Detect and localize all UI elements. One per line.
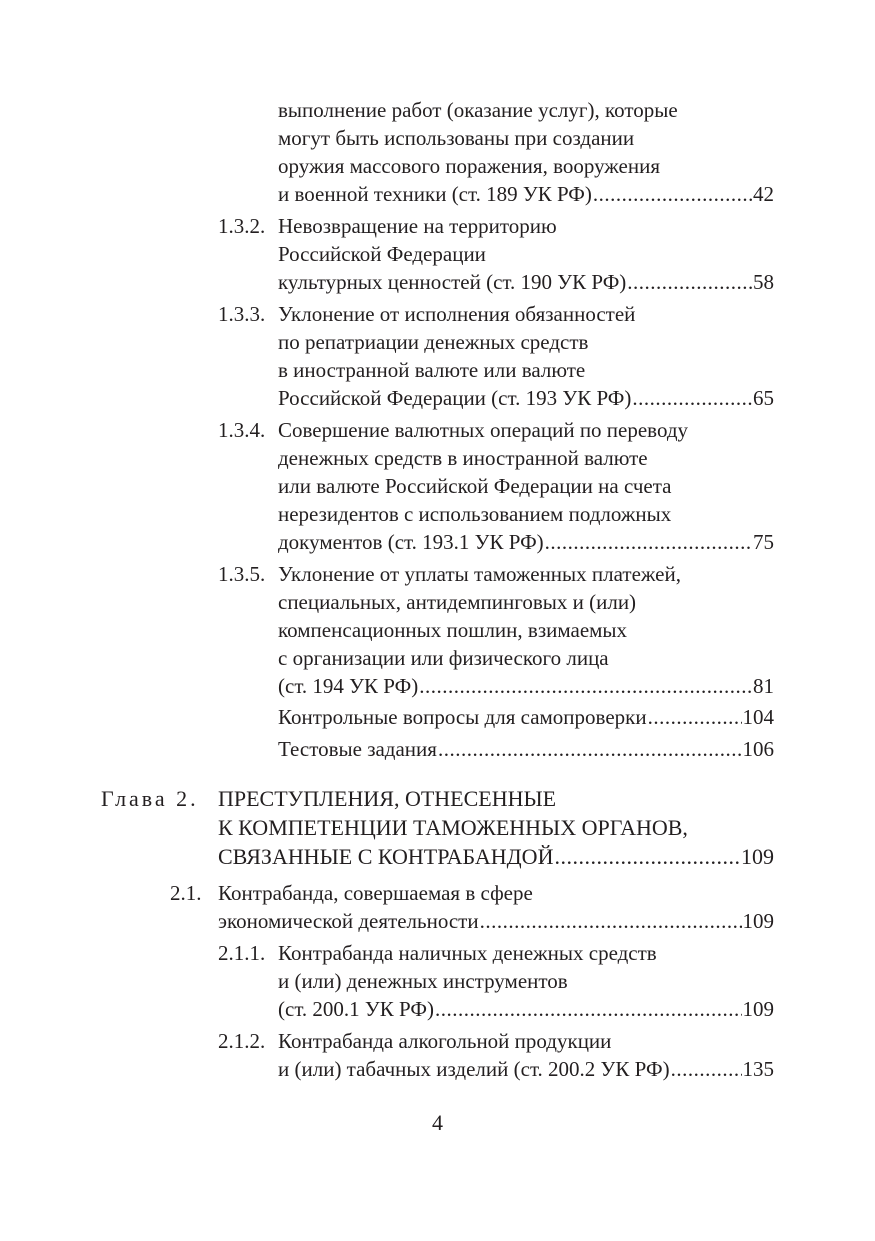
toc-page-number: 109 [741,844,774,869]
toc-page-number: 42 [753,182,774,206]
toc-line: (ст. 194 УК РФ) [278,674,419,698]
dot-leader [545,528,752,556]
toc-line: в иностранной валюте или валюте [278,358,586,382]
toc-page-number: 81 [753,674,774,698]
dot-leader [419,672,752,700]
dot-leader [480,907,742,935]
page-number: 4 [432,1110,443,1135]
toc-section-number: 1.3.2. [218,214,266,238]
toc-section-number: 2.1. [170,881,202,905]
toc-section-number: 2.1.1. [218,941,266,965]
toc-section-number: 1.3.4. [218,418,266,442]
toc-line: Тестовые задания [278,737,437,761]
toc-page-number: 104 [742,705,774,729]
toc-page-number: 109 [742,997,774,1021]
toc-page-number: 65 [753,386,774,410]
toc-line: Уклонение от уплаты таможенных платежей, [278,562,681,586]
dot-leader [632,384,752,412]
toc-line: и (или) денежных инструментов [278,969,568,993]
toc-section-number: 1.3.3. [218,302,266,326]
dot-leader [671,1055,742,1083]
toc-line: (ст. 200.1 УК РФ) [278,997,434,1021]
toc-page-number: 109 [742,909,774,933]
dot-leader [593,180,752,208]
toc-line: по репатриации денежных средств [278,330,589,354]
toc-section-number: 2.1.2. [218,1029,266,1053]
toc-line: Контрольные вопросы для самопроверки [278,705,647,729]
toc-chapter-number: Глава 2. [101,786,199,811]
toc-line: Российской Федерации [278,242,486,266]
toc-line: Российской Федерации (ст. 193 УК РФ) [278,386,632,410]
toc-line: денежных средств в иностранной валюте [278,446,648,470]
toc-line: ПРЕСТУПЛЕНИЯ, ОТНЕСЕННЫЕ [218,786,557,811]
toc-line: экономической деятельности [218,909,479,933]
toc-line: Контрабанда, совершаемая в сфере [218,881,533,905]
toc-line: Совершение валютных операций по переводу [278,418,689,442]
toc-line: специальных, антидемпинговых и (или) [278,590,637,614]
toc-line: могут быть использованы при создании [278,126,635,150]
toc-line: нерезидентов с использованием подложных [278,502,672,526]
toc-line: документов (ст. 193.1 УК РФ) [278,530,544,554]
toc-line: Контрабанда алкогольной продукции [278,1029,612,1053]
toc-line: или валюте Российской Федерации на счета [278,474,672,498]
toc-line: К КОМПЕТЕНЦИИ ТАМОЖЕННЫХ ОРГАНОВ, [218,815,688,840]
toc-page-number: 106 [742,737,774,761]
toc-line: с организации или физического лица [278,646,609,670]
toc-page-number: 58 [753,270,774,294]
toc-line: и военной техники (ст. 189 УК РФ) [278,182,592,206]
toc-line: выполнение работ (оказание услуг), которые [278,98,678,122]
toc-section-number: 1.3.5. [218,562,266,586]
toc-line: и (или) табачных изделий (ст. 200.2 УК РФ) [278,1057,670,1081]
toc-line: оружия массового поражения, вооружения [278,154,660,178]
toc-line: Невозвращение на территорию [278,214,557,238]
dot-leader [627,268,752,296]
dot-leader [435,995,742,1023]
dot-leader [554,842,740,871]
dot-leader [438,735,742,763]
toc-line: Контрабанда наличных денежных средств [278,941,657,965]
dot-leader [648,703,742,731]
toc-line: компенсационных пошлин, взимаемых [278,618,628,642]
toc-line: Уклонение от исполнения обязанностей [278,302,636,326]
toc-page-number: 135 [742,1057,774,1081]
toc-line: культурных ценностей (ст. 190 УК РФ) [278,270,627,294]
toc-line: СВЯЗАННЫЕ С КОНТРАБАНДОЙ [218,844,554,869]
toc-page-number: 75 [753,530,774,554]
